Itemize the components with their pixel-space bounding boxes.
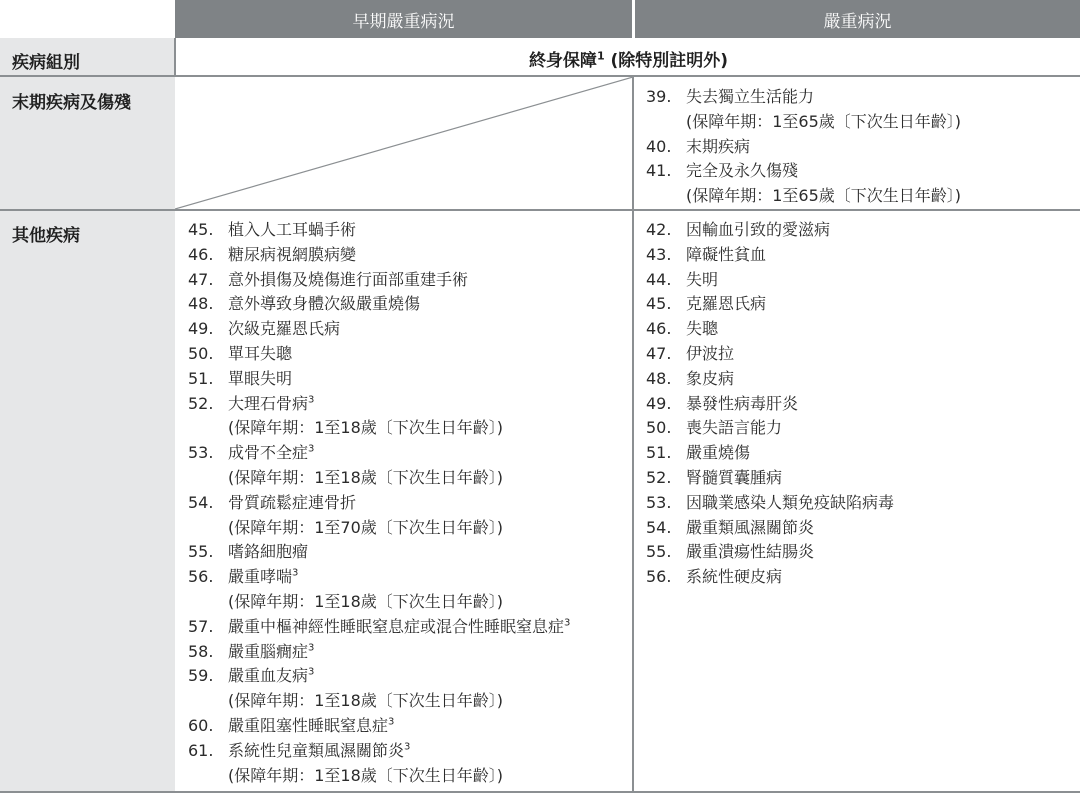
coverage-footnote: 1 bbox=[596, 49, 605, 63]
condition-number: 54. bbox=[646, 517, 672, 537]
terminal-severe-list bbox=[646, 85, 961, 209]
condition-name: 因職業感染人類免疫缺陷病毒 bbox=[686, 492, 895, 512]
condition-name: 失明 bbox=[686, 269, 719, 289]
other-label-cell bbox=[0, 211, 175, 791]
coverage-period-note: (保障年期：1至18歲〔下次生日年齡〕) bbox=[228, 765, 504, 785]
condition-number: 45. bbox=[646, 294, 672, 314]
condition-name: 嚴重潰瘍性結腸炎 bbox=[686, 542, 815, 562]
condition-name: 喪失語言能力 bbox=[686, 418, 783, 438]
condition-name: 腎髓質囊腫病 bbox=[686, 467, 783, 487]
condition-number: 56. bbox=[646, 567, 672, 587]
footnote-marker: 3 bbox=[308, 394, 315, 406]
condition-item bbox=[646, 243, 894, 268]
condition-item bbox=[188, 243, 570, 268]
condition-name: 伊波拉 bbox=[686, 343, 735, 363]
condition-number: 60. bbox=[188, 715, 214, 735]
condition-name: 單耳失聰 bbox=[228, 343, 293, 363]
condition-name: 克羅恩氏病 bbox=[686, 294, 767, 314]
footnote-marker: 3 bbox=[308, 443, 315, 455]
condition-name: 因輸血引致的愛滋病 bbox=[686, 220, 831, 239]
condition-name: 嚴重腦癇症$^3$ bbox=[228, 641, 315, 661]
other-early-list bbox=[188, 218, 570, 788]
other-severe-list bbox=[646, 218, 894, 590]
condition-name: 失去獨立生活能力 bbox=[686, 87, 815, 106]
condition-number: 57. bbox=[188, 616, 214, 636]
condition-number: 59. bbox=[188, 666, 214, 686]
condition-name: 暴發性病毒肝炎 bbox=[686, 393, 799, 413]
coverage-period-note: (保障年期：1至65歲〔下次生日年齡〕) bbox=[686, 111, 962, 131]
condition-item bbox=[646, 159, 961, 184]
condition-item bbox=[646, 218, 894, 243]
condition-number: 53. bbox=[646, 492, 672, 512]
condition-number: 54. bbox=[188, 492, 214, 512]
condition-item bbox=[646, 491, 894, 516]
condition-item bbox=[646, 516, 894, 541]
condition-item bbox=[188, 739, 570, 764]
coverage-period-note: (保障年期：1至18歲〔下次生日年齡〕) bbox=[228, 691, 504, 711]
not-applicable-diagonal bbox=[175, 77, 633, 209]
header-early-conditions: 早期嚴重病況 bbox=[175, 0, 632, 38]
condition-name: 失聰 bbox=[686, 319, 719, 339]
other-section-label: 其他疾病 bbox=[12, 226, 80, 246]
condition-name: 大理石骨病$^3$ bbox=[228, 393, 315, 413]
coverage-heading bbox=[177, 46, 1080, 71]
condition-number: 49. bbox=[188, 319, 214, 339]
condition-name: 系統性兒童類風濕關節炎$^3$ bbox=[228, 740, 411, 760]
subheader-vertical-divider bbox=[174, 38, 176, 75]
condition-number: 47. bbox=[646, 343, 672, 363]
footnote-marker: 3 bbox=[292, 567, 299, 579]
condition-item bbox=[188, 268, 570, 293]
condition-item bbox=[188, 218, 570, 243]
condition-name: 嚴重哮喘$^3$ bbox=[228, 567, 299, 587]
condition-item bbox=[188, 714, 570, 739]
coverage-period-note: (保障年期：1至18歲〔下次生日年齡〕) bbox=[228, 467, 504, 487]
condition-number: 52. bbox=[646, 467, 672, 487]
condition-item bbox=[188, 342, 570, 367]
coverage-period-note: (保障年期：1至18歲〔下次生日年齡〕) bbox=[228, 591, 504, 611]
condition-item bbox=[646, 268, 894, 293]
condition-number: 46. bbox=[646, 319, 672, 339]
condition-item bbox=[646, 416, 894, 441]
condition-name: 障礙性貧血 bbox=[686, 244, 767, 264]
condition-number: 45. bbox=[188, 220, 214, 239]
condition-number: 56. bbox=[188, 567, 214, 587]
condition-name: 意外導致身體次級嚴重燒傷 bbox=[228, 294, 421, 314]
condition-number: 39. bbox=[646, 87, 672, 106]
condition-item bbox=[188, 664, 570, 689]
condition-name: 意外損傷及燒傷進行面部重建手術 bbox=[228, 269, 469, 289]
condition-item bbox=[188, 441, 570, 466]
condition-item bbox=[646, 317, 894, 342]
footnote-marker: 3 bbox=[404, 741, 411, 753]
condition-name: 嚴重血友病$^3$ bbox=[228, 666, 315, 686]
coverage-rest: (除特別註明外) bbox=[604, 51, 729, 71]
condition-number: 51. bbox=[188, 368, 214, 388]
condition-number: 42. bbox=[646, 220, 672, 239]
condition-item bbox=[646, 85, 961, 110]
condition-number: 48. bbox=[646, 368, 672, 388]
condition-item bbox=[646, 342, 894, 367]
condition-item bbox=[188, 317, 570, 342]
condition-name: 嚴重阻塞性睡眠窒息症$^3$ bbox=[228, 715, 395, 735]
condition-name: 嗜鉻細胞瘤 bbox=[228, 542, 309, 562]
condition-item bbox=[646, 292, 894, 317]
condition-name: 糖尿病視網膜病變 bbox=[228, 244, 357, 264]
condition-name: 嚴重中樞神經性睡眠窒息症或混合性睡眠窒息症$^3$ bbox=[228, 616, 571, 636]
condition-name: 嚴重類風濕關節炎 bbox=[686, 517, 815, 537]
condition-item bbox=[188, 565, 570, 590]
condition-item bbox=[646, 540, 894, 565]
condition-name: 末期疾病 bbox=[686, 136, 751, 156]
condition-item bbox=[188, 640, 570, 665]
footnote-marker: 3 bbox=[308, 642, 315, 654]
condition-name: 單眼失明 bbox=[228, 368, 293, 388]
footnote-marker: 3 bbox=[308, 667, 315, 679]
condition-name: 系統性硬皮病 bbox=[686, 567, 783, 587]
condition-name: 象皮病 bbox=[686, 368, 735, 388]
condition-name: 次級克羅恩氏病 bbox=[228, 319, 341, 339]
coverage-period-note: (保障年期：1至70歲〔下次生日年齡〕) bbox=[228, 517, 504, 537]
condition-item bbox=[188, 615, 570, 640]
condition-name: 完全及永久傷殘 bbox=[686, 161, 799, 181]
condition-number: 46. bbox=[188, 244, 214, 264]
condition-item bbox=[188, 392, 570, 417]
condition-number: 41. bbox=[646, 161, 672, 181]
condition-number: 55. bbox=[188, 542, 214, 562]
condition-number: 50. bbox=[646, 418, 672, 438]
group-label: 疾病組別 bbox=[12, 53, 80, 73]
condition-item bbox=[188, 292, 570, 317]
condition-item bbox=[188, 540, 570, 565]
condition-item bbox=[646, 367, 894, 392]
condition-number: 58. bbox=[188, 641, 214, 661]
condition-number: 49. bbox=[646, 393, 672, 413]
condition-item bbox=[188, 367, 570, 392]
condition-name: 骨質疏鬆症連骨折 bbox=[228, 492, 357, 512]
condition-item bbox=[646, 466, 894, 491]
coverage-period-note: (保障年期：1至18歲〔下次生日年齡〕) bbox=[228, 418, 504, 438]
terminal-section-label: 末期疾病及傷殘 bbox=[12, 93, 131, 113]
condition-name: 成骨不全症$^3$ bbox=[228, 443, 315, 463]
condition-number: 40. bbox=[646, 136, 672, 156]
header-blank-cell bbox=[0, 0, 175, 38]
condition-item bbox=[188, 491, 570, 516]
condition-number: 47. bbox=[188, 269, 214, 289]
condition-number: 55. bbox=[646, 542, 672, 562]
condition-number: 44. bbox=[646, 269, 672, 289]
condition-item bbox=[646, 441, 894, 466]
condition-number: 50. bbox=[188, 343, 214, 363]
footnote-marker: 3 bbox=[388, 716, 395, 728]
coverage-period-note: (保障年期：1至65歲〔下次生日年齡〕) bbox=[686, 186, 962, 206]
condition-number: 48. bbox=[188, 294, 214, 314]
condition-number: 43. bbox=[646, 244, 672, 264]
coverage-main: 終身保障 bbox=[528, 51, 597, 71]
footnote-marker: 3 bbox=[564, 617, 571, 629]
condition-number: 53. bbox=[188, 443, 214, 463]
condition-item bbox=[646, 135, 961, 160]
condition-name: 嚴重燒傷 bbox=[686, 443, 751, 463]
condition-number: 61. bbox=[188, 740, 214, 760]
condition-name: 植入人工耳蝸手術 bbox=[228, 220, 357, 239]
header-severe-conditions: 嚴重病況 bbox=[635, 0, 1080, 38]
condition-item bbox=[646, 392, 894, 417]
condition-number: 52. bbox=[188, 393, 214, 413]
column-divider bbox=[632, 77, 634, 791]
condition-item bbox=[646, 565, 894, 590]
condition-number: 51. bbox=[646, 443, 672, 463]
